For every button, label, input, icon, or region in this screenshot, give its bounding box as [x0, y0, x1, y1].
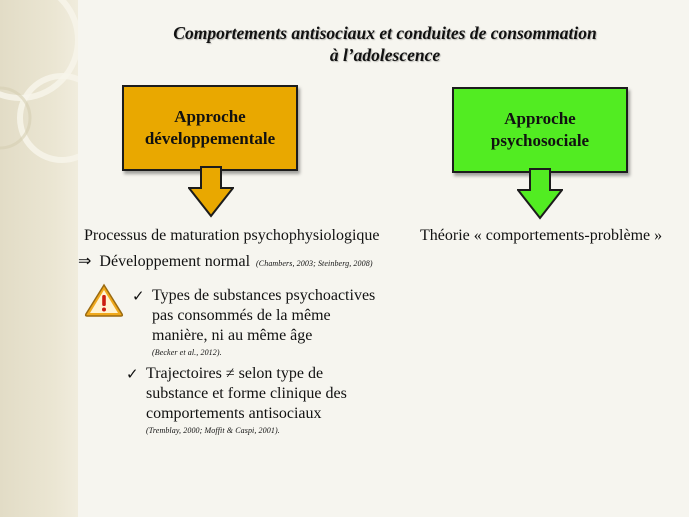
left-box-line-2: développementale — [144, 129, 276, 148]
title-line-1: Comportements antisociaux et conduites de consommation — [173, 23, 597, 43]
bullet-1-line-3: manière, ni au même âge — [152, 327, 313, 344]
decorative-sidebar — [0, 0, 78, 517]
right-box-line-2: psychosociale — [490, 131, 590, 150]
bullet-2-line-1: Trajectoires ≠ selon type de — [146, 365, 324, 382]
development-line — [78, 252, 373, 274]
bullet-2-line-3: comportements antisociaux — [146, 405, 322, 422]
slide-title — [150, 22, 620, 66]
down-arrow-left-icon — [188, 166, 234, 218]
left-box-line-1: Approche — [174, 107, 246, 126]
right-box-line-1: Approche — [504, 109, 576, 128]
bullet-2-ref: (Tremblay, 2000; Moffit & Caspi, 2001). — [146, 426, 280, 435]
implies-arrow-icon: ⇒ — [78, 253, 92, 270]
checkmark-icon: ✓ — [126, 367, 139, 383]
down-arrow-right-icon — [517, 168, 563, 220]
problem-behavior-theory: Théorie « comportements-problème » — [420, 227, 663, 244]
bullet-1-ref: (Becker et al., 2012). — [152, 348, 222, 357]
decorative-circles — [0, 0, 78, 517]
bullet-1-line-2: pas consommés de la même — [152, 307, 331, 324]
bullet-1-line-1: Types de substances psychoactives — [152, 287, 376, 304]
warning-triangle-icon — [84, 283, 124, 317]
maturation-heading: Processus de maturation psychophysiologique — [84, 227, 380, 244]
bullet-2-line-2: substance et forme clinique des — [146, 385, 347, 402]
title-line-2: à l’adolescence — [329, 45, 441, 65]
development-text: Développement normal — [99, 253, 251, 270]
approach-psychosocial-box — [452, 87, 628, 173]
development-ref: (Chambers, 2003; Steinberg, 2008) — [256, 259, 373, 268]
checkmark-icon: ✓ — [132, 289, 145, 305]
approach-developmental-box — [122, 85, 298, 171]
